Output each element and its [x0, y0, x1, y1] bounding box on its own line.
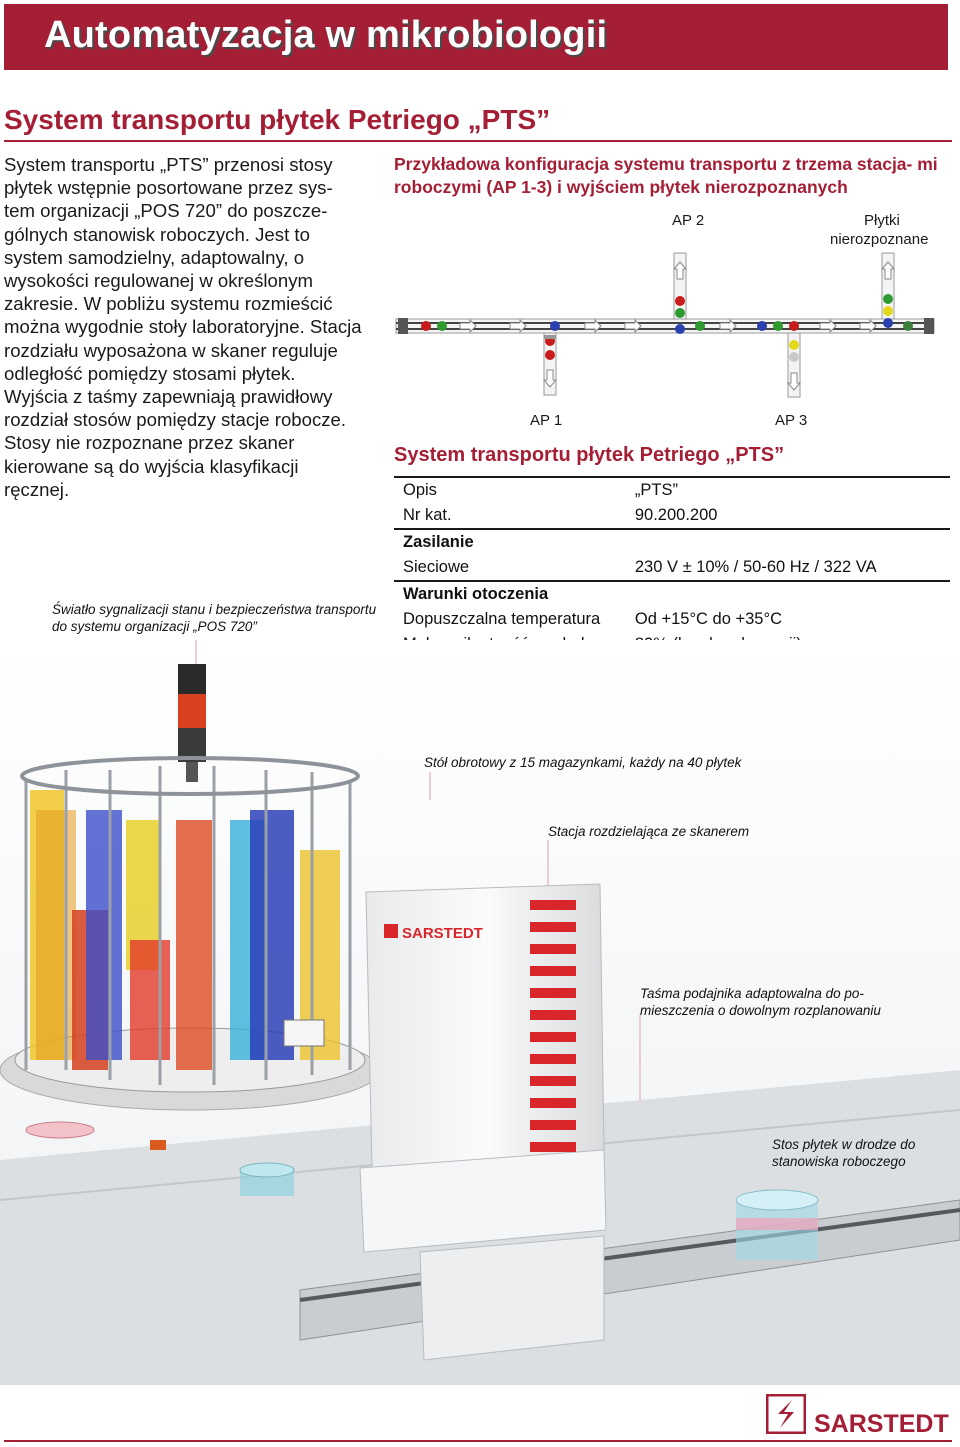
- conveyor-end-cap: [398, 318, 408, 334]
- configuration-diagram: [390, 205, 956, 435]
- spec-value: Od +15°C do +35°C: [634, 610, 782, 628]
- label-ap1: AP 1: [530, 412, 563, 429]
- spec-value: [635, 529, 950, 555]
- table-row: [394, 503, 950, 529]
- plate-stack-on-conveyor: [736, 1190, 818, 1260]
- caption-turntable: Stół obrotowy z 15 magazynkami, każdy na 40 płytek: [424, 755, 742, 770]
- label-unrecognized-2: nierozpoznane: [830, 231, 929, 248]
- spec-group-label: Zasilanie: [394, 529, 635, 555]
- signal-light-caption: Światło sygnalizacji stanu i bezpieczeństwa transportu do systemu organizacji „POS 720”: [52, 602, 377, 634]
- spec-label: Opis: [394, 477, 635, 503]
- table-row: [394, 477, 950, 503]
- intro-paragraph: System transportu „PTS” przenosi stosy płytek wstępnie posortowane przez sys- tem organizacji „POS 720” do poszcze- gólnych stanowisk roboczych. Jest to system samodzielny, adaptowalny, o wysokości regulowanej w określonym zakresie. W pobliżu systemu rozmieścić można wygodnie stoły laboratoryjne. Stacja rozdziału wyposażona w skaner reguluje odległość pomiędzy stosami płytek. Wyjścia z taśmy zapewniają prawidłowy rozdział stosów pomiędzy stacje robocze. Stosy nie rozpoznane przez skaner kierowane są do wyjścia klasyfikacji ręcznej.: [4, 154, 362, 500]
- spec-table-title: System transportu płytek Petriego „PTS”: [394, 444, 785, 466]
- table-group-row: [394, 529, 950, 555]
- section-divider: [4, 140, 952, 142]
- spec-group-label: Warunki otoczenia: [394, 581, 635, 607]
- configuration-heading: Przykładowa konfiguracja systemu transportu z trzema stacja- mi roboczymi (AP 1-3) i wyjściem płytek nierozpoznanych: [394, 154, 938, 197]
- spec-label: Dopuszczalna temperatura: [403, 610, 601, 628]
- label-ap3: AP 3: [775, 412, 808, 429]
- caption-conveyor: Taśma podajnika adaptowalna do po- mieszczenia o dowolnym rozplanowaniu: [640, 986, 881, 1018]
- caption-plate-stack: Stos płytek w drodze do stanowiska roboczego: [772, 1137, 916, 1169]
- warning-light-icon: [150, 1140, 166, 1150]
- footer-brand: SARSTEDT: [814, 1410, 949, 1438]
- label-ap2: AP 2: [672, 212, 705, 229]
- caption-scanner-station: Stacja rozdzielająca ze skanerem: [548, 824, 750, 839]
- spec-label: Sieciowe: [403, 558, 470, 576]
- section-title: System transportu płytek Petriego „PTS”: [4, 104, 551, 135]
- table-row: [394, 607, 950, 632]
- machine-logo-text: SARSTEDT: [402, 925, 483, 942]
- spec-label: Nr kat.: [403, 506, 452, 524]
- table-group-row: [394, 581, 950, 607]
- label-unrecognized: Płytki: [864, 212, 900, 229]
- table-row: [394, 555, 950, 581]
- spec-value: 230 V ± 10% / 50-60 Hz / 322 VA: [634, 558, 877, 576]
- spec-value: [635, 581, 950, 607]
- spec-value: 90.200.200: [634, 506, 718, 524]
- turntable-label-plate: [284, 1020, 324, 1046]
- conveyor-end-cap: [924, 318, 934, 334]
- footer-divider: [4, 1440, 952, 1442]
- page-title: Automatyzacja w mikrobiologii: [44, 14, 608, 56]
- spec-value: „PTS”: [635, 477, 950, 503]
- sarstedt-logo-icon: [766, 1394, 806, 1434]
- sarstedt-logo-icon: [384, 924, 398, 938]
